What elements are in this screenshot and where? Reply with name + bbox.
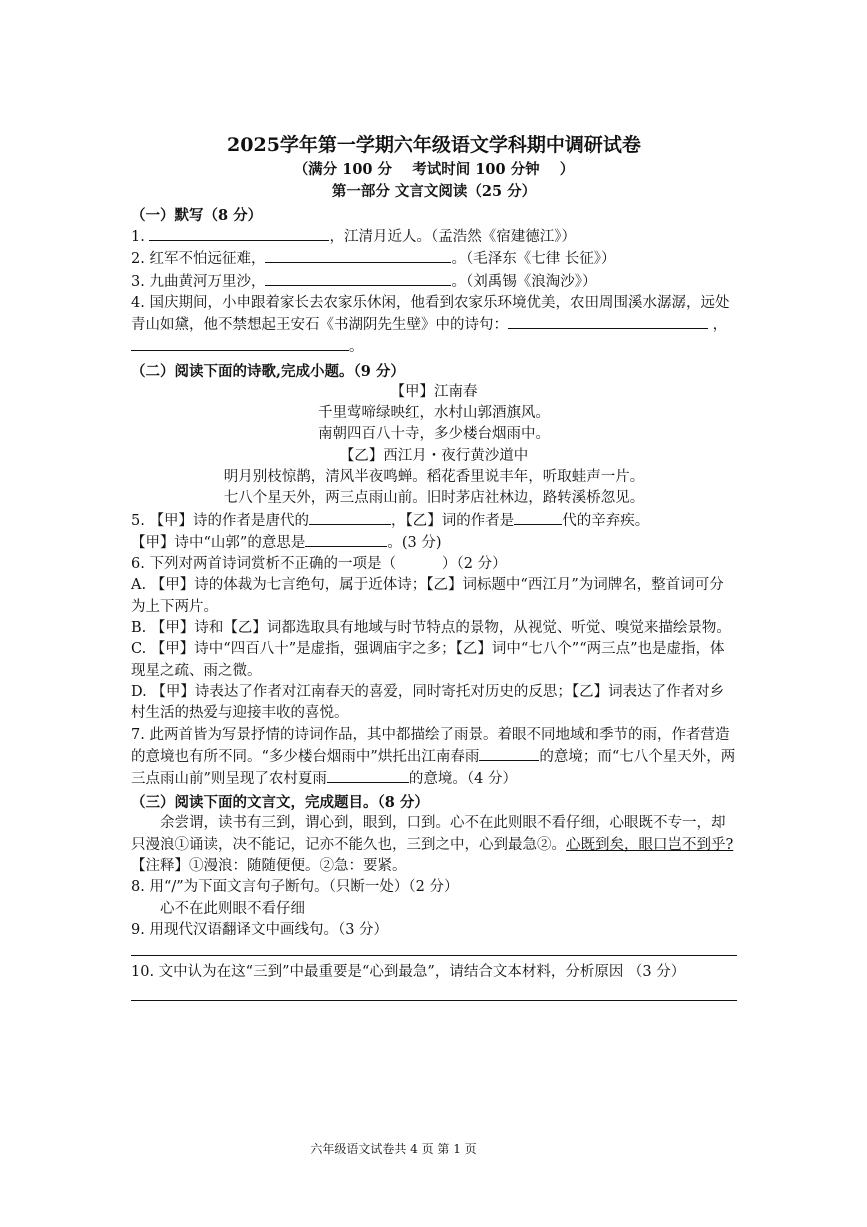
q4-blank-1[interactable] — [508, 314, 708, 329]
q4-blank-2[interactable] — [131, 336, 349, 351]
q5-part-c: 代的辛弃疾。 — [562, 512, 650, 529]
q2-suffix: 。（毛泽东《七律 长征》） — [451, 251, 616, 268]
q5-blank-2[interactable] — [514, 510, 562, 525]
passage-underlined-sentence: 心既到矣，眼口岂不到乎? — [566, 836, 734, 853]
option-c[interactable]: C. 【甲】诗中“四百八十”是虚指，强调庙宇之多；【乙】词中“七八个”“两三点”也是虚指，体现星之疏、雨之微。 — [131, 641, 725, 679]
classical-passage — [131, 813, 737, 856]
page-footer — [0, 1140, 867, 1157]
q5-part-a: 5. 【甲】诗的作者是唐代的 — [131, 512, 309, 529]
q3-suffix: 。（刘禹锡《浪淘沙》） — [451, 273, 597, 290]
footer-text: 六年级语文试卷共 4 页 第 1 页 — [310, 1142, 477, 1156]
question-10: 10. 文中认为在这“三到”中最重要是“心到最急”，请结合文本材料，分析原因 （3 分） — [131, 964, 686, 981]
question-2 — [131, 248, 737, 270]
section-2-heading: （二）阅读下面的诗歌,完成小题。（9 分） — [131, 362, 405, 380]
q1-prefix: 1. — [131, 229, 150, 245]
question-6: 6. 下列对两首诗词赏析不正确的一项是（ ）（2 分） — [131, 556, 507, 573]
option-d[interactable]: D. 【甲】诗表达了作者对江南春天的喜爱，同时寄托对历史的反思；【乙】词表达了作者对乡村生活的热爱与迎接丰收的喜悦。 — [131, 683, 725, 722]
question-8: 8. 用“/”为下面文言句子断句。（只断一处）（2 分） — [131, 879, 459, 896]
q1-suffix: ，江清月近人。（孟浩然《宿建德江》） — [329, 229, 576, 245]
q4-mid: ， — [708, 317, 728, 334]
q7-part-c: 的意境。（4 分） — [408, 771, 518, 788]
q9-answer-line[interactable] — [131, 955, 737, 956]
question-1 — [131, 226, 737, 248]
annotation-note: 【注释】①漫浪：随随便便。②急：要紧。 — [131, 858, 407, 875]
q1-blank[interactable] — [149, 226, 329, 241]
q5-part-b: ，【乙】词的作者是 — [390, 512, 515, 529]
poem-1-line-1: 千里莺啼绿映红，水村山郭酒旗风。 — [318, 405, 550, 422]
option-a[interactable]: A. 【甲】诗的体裁为七言绝句，属于近体诗；【乙】词标题中“西江月”为词牌名，整首词可分为上下两片。 — [131, 577, 724, 615]
option-b[interactable]: B. 【甲】诗和【乙】词都选取具有地域与时节特点的景物，从视觉、听觉、嗅觉来描绘景物。 — [131, 620, 731, 637]
poem-1-title: 【甲】江南春 — [390, 383, 478, 400]
part-heading: 第一部分 文言文阅读（25 分） — [331, 183, 537, 200]
q10-answer-line[interactable] — [131, 1000, 737, 1001]
question-7 — [131, 725, 737, 791]
q5-part-d: 【甲】诗中“山郭”的意思是 — [131, 534, 306, 551]
q2-prefix: 2. 红军不怕远征难， — [131, 251, 266, 268]
poem-2-line-1: 明月别枝惊鹊，清风半夜鸣蝉。稻花香里说丰年，听取蛙声一片。 — [223, 468, 645, 485]
question-9: 9. 用现代汉语翻译文中画线句。（3 分） — [131, 921, 389, 938]
question-5 — [131, 510, 737, 532]
q7-blank-2[interactable] — [327, 768, 409, 783]
exam-content — [131, 130, 737, 1007]
q5-blank-3[interactable] — [305, 532, 387, 547]
q7-part-a: 7. 此两首皆为写景抒情的诗词作品，其中都描绘了雨景。着眼不同地域和季节的雨，作者营造的意境也有所不同。“多少楼台烟雨中”烘托出江南春雨 — [131, 726, 730, 765]
q3-blank[interactable] — [265, 271, 451, 286]
section-3-heading: （三）阅读下面的文言文，完成题目。（8 分） — [131, 794, 429, 812]
exam-title: 2025学年第一学期六年级语文学科期中调研试卷 — [227, 134, 641, 156]
q5-blank-1[interactable] — [309, 510, 391, 525]
passage-text: 余尝谓，读书有三到，谓心到，眼到，口到。心不在此则眼不看仔细，心眼既不专一，却只漫浪①诵读，决不能记，记亦不能久也，三到之中，心到最急②。 — [131, 815, 726, 853]
q4-text: 4. 国庆期间，小申跟着家长去农家乐休闲，他看到农家乐环境优美，农田周围溪水潺潺，远处青山如黛，他不禁想起王安石《书湖阴先生壁》中的诗句： — [131, 294, 730, 334]
q2-blank[interactable] — [265, 248, 451, 263]
question-3 — [131, 271, 737, 293]
q8-sentence[interactable]: 心不在此则眼不看仔细 — [160, 900, 305, 917]
poem-2-line-2: 七八个星天外，两三点雨山前。旧时茅店社林边，路转溪桥忽见。 — [223, 490, 645, 507]
exam-meta: （满分 100 分 考试时间 100 分钟 ） — [293, 161, 575, 178]
q7-blank-1[interactable] — [479, 746, 539, 761]
q5-part-e: 。(3 分) — [387, 534, 442, 551]
q4-end: 。 — [349, 339, 364, 356]
poem-2-title: 【乙】西江月・夜行黄沙道中 — [339, 447, 529, 464]
question-4 — [131, 293, 737, 359]
question-5-second — [131, 532, 737, 554]
q7-part-b: 的意境；而“七八个星天外，两三点雨山前”则呈现了农村夏雨 — [131, 748, 736, 788]
poem-1-line-2: 南朝四百八十寺，多少楼台烟雨中。 — [318, 426, 550, 443]
section-1-heading: （一）默写（8 分） — [131, 207, 263, 224]
q3-prefix: 3. 九曲黄河万里沙， — [131, 273, 266, 290]
